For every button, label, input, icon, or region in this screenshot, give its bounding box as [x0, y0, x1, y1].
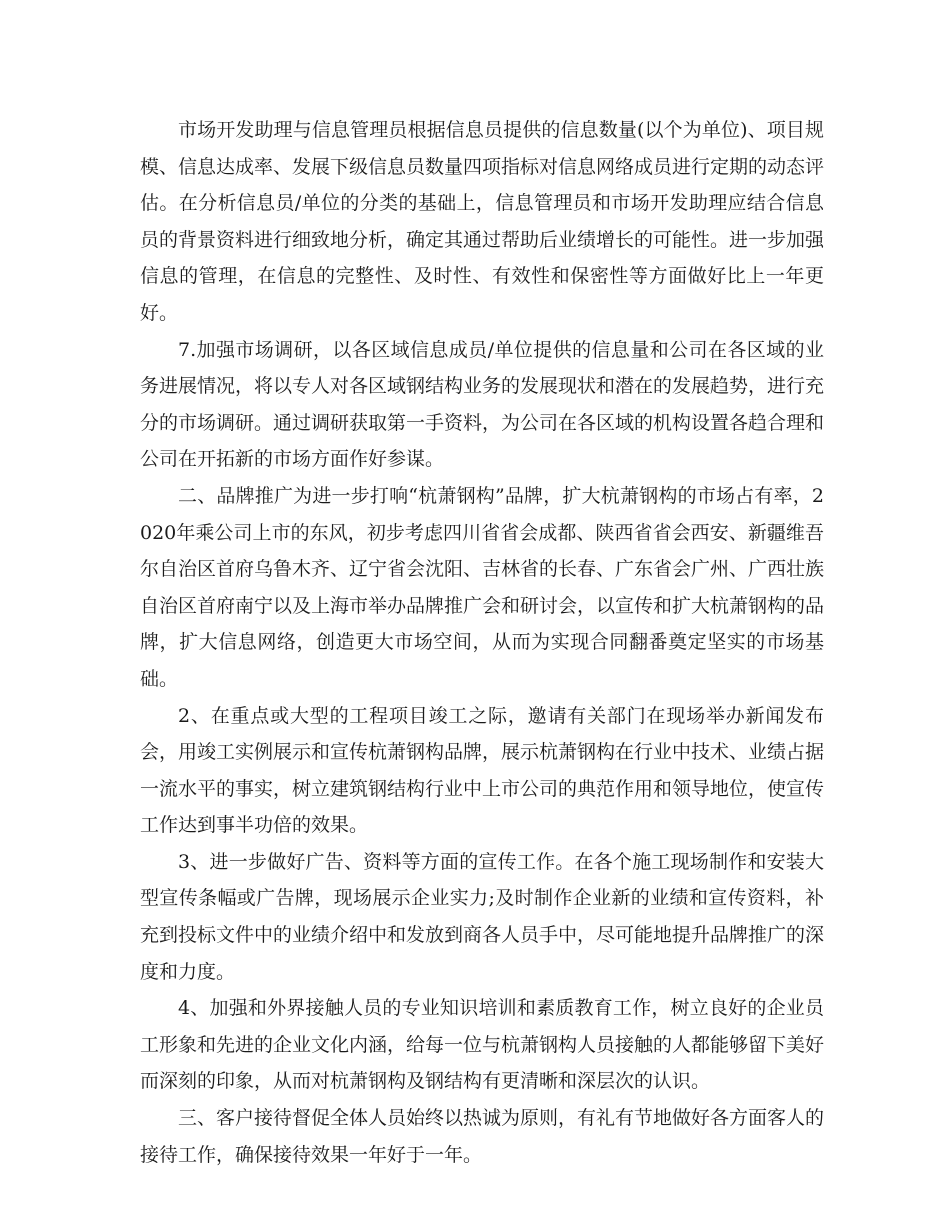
paragraph-brand-promotion: 二、品牌推广为进一步打响“杭萧钢构”品牌，扩大杭萧钢构的市场占有率，2020年乘公司上市的东风，初步考虑四川省省会成都、陕西省省会西安、新疆维吾尔自治区首府乌鲁木齐、辽宁省会沈阳、吉林省的长春、广东省会广州、广西壮族自治区首府南宁以及上海市举办品牌推广会和研讨会，以宣传和扩大杭萧钢构的品牌，扩大信息网络，创造更大市场空间，从而为实现合同翻番奠定坚实的市场基础。	[140, 484, 825, 690]
paragraph-staff-training: 4、加强和外界接触人员的专业知识培训和素质教育工作，树立良好的企业员工形象和先进的企业文化内涵，给每一位与杭萧钢构人员接触的人都能够留下美好而深刻的印象，从而对杭萧钢构及钢结构有更清晰和深层次的认识。	[140, 997, 825, 1093]
paragraph-advertising: 3、进一步做好广告、资料等方面的宣传工作。在各个施工现场制作和安装大型宣传条幅或广告牌，现场展示企业实力;及时制作企业新的业绩和宣传资料，补充到投标文件中的业绩介绍中和发放到商各人员手中，尽可能地提升品牌推广的深度和力度。	[140, 850, 825, 983]
document-body	[140, 112, 824, 1173]
paragraph-customer-reception: 三、客户接待督促全体人员始终以热诚为原则，有礼有节地做好各方面客人的接待工作，确保接待效果一年好于一年。	[140, 1107, 825, 1166]
paragraph-information-evaluation: 市场开发助理与信息管理员根据信息员提供的信息数量(以个为单位)、项目规模、信息达成率、发展下级信息员数量四项指标对信息网络成员进行定期的动态评估。在分析信息员/单位的分类的基础上，信息管理员和市场开发助理应结合信息员的背景资料进行细致地分析，确定其通过帮助后业绩增长的可能性。进一步加强信息的管理，在信息的完整性、及时性、有效性和保密性等方面做好比上一年更好。	[140, 119, 825, 324]
paragraph-press-conference: 2、在重点或大型的工程项目竣工之际，邀请有关部门在现场举办新闻发布会，用竣工实例展示和宣传杭萧钢构品牌，展示杭萧钢构在行业中技术、业绩占据一流水平的事实，树立建筑钢结构行业中上市公司的典范作用和领导地位，使宣传工作达到事半功倍的效果。	[140, 704, 825, 837]
paragraph-market-research: 7.加强市场调研，以各区域信息成员/单位提供的信息量和公司在各区域的业务进展情况，将以专人对各区域钢结构业务的发展现状和潜在的发展趋势，进行充分的市场调研。通过调研获取第一手资料，为公司在各区域的机构设置各趋合理和公司在开拓新的市场方面作好参谋。	[140, 338, 825, 471]
